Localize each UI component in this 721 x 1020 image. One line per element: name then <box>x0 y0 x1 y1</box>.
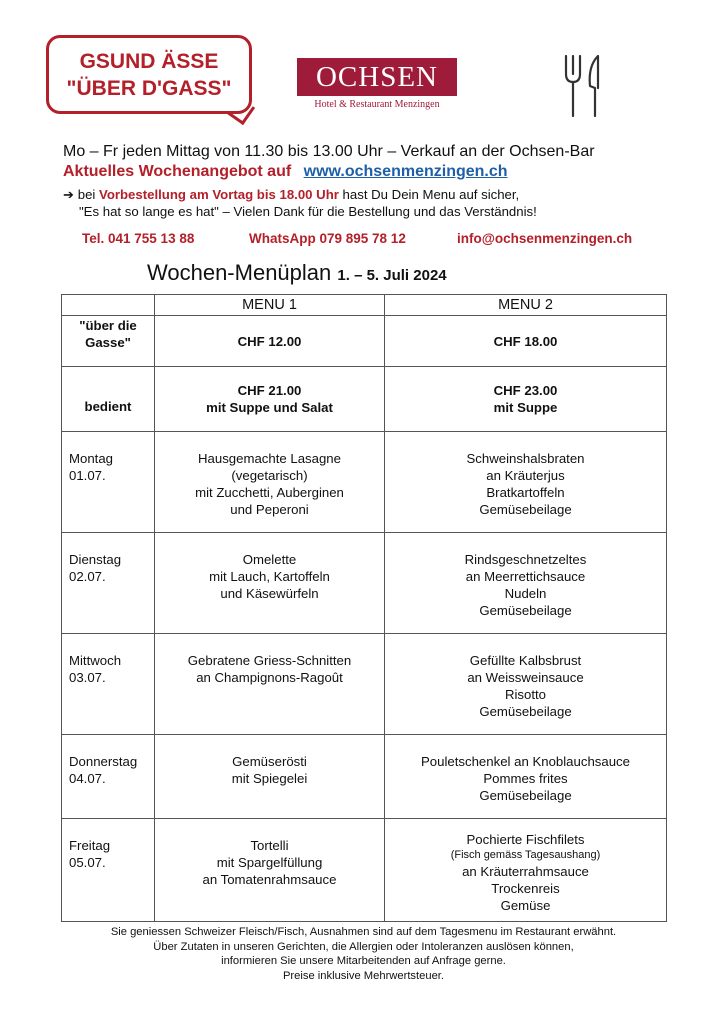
dish-line: Nudeln <box>504 586 547 601</box>
dish-line: Pommes frites <box>483 771 568 786</box>
dish-line: mit Lauch, Kartoffeln <box>209 569 330 584</box>
dish-line: Omelette <box>242 552 297 567</box>
day-row <box>62 735 667 819</box>
dish-line: Trockenreis <box>491 881 560 896</box>
gasse-price-menu1: CHF 12.00 <box>155 316 385 367</box>
header-empty-cell <box>62 295 155 316</box>
ochsen-logo-subtitle: Hotel & Restaurant Menzingen <box>314 99 440 110</box>
day-date: 02.07. <box>69 569 106 584</box>
bedient-price2: CHF 23.00 <box>493 383 558 398</box>
dish-line: Bratkartoffeln <box>486 485 565 500</box>
footer-line-3: informieren Sie unsere Mitarbeitenden auf Anfrage gerne. <box>221 955 506 968</box>
footer-line-1: Sie geniessen Schweizer Fleisch/Fisch, Ausnahmen sind auf dem Tagesmenu im Restaurant erwähnt. <box>110 926 617 938</box>
day-cell <box>62 735 155 819</box>
footer-line-4: Preise inklusive Mehrwertsteuer. <box>282 969 445 982</box>
footer-notes <box>61 925 666 983</box>
dish-line: an Kräuterrahmsauce <box>462 864 589 879</box>
bedient-price-menu1 <box>155 367 385 432</box>
dish-line: Rindsgeschnetzeltes <box>464 552 587 567</box>
gasse-label <box>62 316 155 367</box>
dish-line: an Kräuterjus <box>486 468 565 483</box>
day-date: 03.07. <box>69 670 106 685</box>
contact-phone[interactable]: Tel. 041 755 13 88 <box>82 231 195 246</box>
day-name: Mittwoch <box>69 653 122 668</box>
preorder-line <box>63 187 519 203</box>
website-link[interactable]: www.ochsenmenzingen.ch <box>303 163 508 180</box>
menu1-dish <box>155 735 385 819</box>
menu2-header: MENU 2 <box>385 295 667 316</box>
dish-line: an Champignons-Ragoût <box>196 670 343 685</box>
menu2-dish <box>385 819 667 922</box>
contact-whatsapp[interactable]: WhatsApp 079 895 78 12 <box>249 231 406 246</box>
weekly-offer-line <box>63 163 508 181</box>
ochsen-logo: OCHSEN <box>297 58 457 96</box>
day-cell <box>62 432 155 533</box>
day-name: Montag <box>69 451 113 466</box>
dish-line: Gemüserösti <box>232 754 307 769</box>
menu1-header: MENU 1 <box>155 295 385 316</box>
weekly-offer-text: Aktuelles Wochenangebot auf <box>63 163 292 180</box>
contact-email[interactable]: info@ochsenmenzingen.ch <box>457 231 633 246</box>
plan-title <box>147 260 447 286</box>
dish-line: an Tomatenrahmsauce <box>202 872 337 887</box>
dish-line: (vegetarisch) <box>231 468 308 483</box>
day-row <box>62 533 667 634</box>
gasse-label-line-1: "über die <box>79 318 137 333</box>
day-cell <box>62 819 155 922</box>
dish-line: mit Spargelfüllung <box>216 855 323 870</box>
preorder-prefix: bei <box>77 187 99 202</box>
badge-line-1: GSUND ÄSSE <box>79 50 219 73</box>
menu1-dish <box>155 819 385 922</box>
dish-line: Pochierte Fischfilets <box>466 832 585 847</box>
badge-line-2: "ÜBER D'GASS" <box>66 77 232 100</box>
gasse-label-line-2: Gasse" <box>85 335 131 350</box>
menu2-dish <box>385 735 667 819</box>
dish-line: mit Spiegelei <box>231 771 308 786</box>
day-name: Freitag <box>69 838 111 853</box>
dish-line: Hausgemachte Lasagne <box>198 451 341 466</box>
dish-line: Gebratene Griess-Schnitten <box>187 653 352 668</box>
bedient-price-menu2 <box>385 367 667 432</box>
plan-title-text: Wochen-Menüplan <box>147 260 332 285</box>
day-row <box>62 819 667 922</box>
dish-line: Risotto <box>504 687 547 702</box>
arrow-right-icon: ➔ <box>63 187 75 202</box>
day-name: Dienstag <box>69 552 122 567</box>
dish-line: Gemüsebeilage <box>479 502 572 517</box>
menu-table <box>61 294 667 922</box>
preorder-suffix: hast Du Dein Menu auf sicher, <box>338 187 520 202</box>
day-cell <box>62 533 155 634</box>
gsund-asse-badge <box>46 35 252 114</box>
day-row <box>62 432 667 533</box>
dish-line: Schweinshalsbraten <box>466 451 585 466</box>
bedient-price2-note: mit Suppe <box>493 400 558 415</box>
dish-line: Gemüsebeilage <box>479 704 572 719</box>
menu2-dish <box>385 533 667 634</box>
bedient-price1: CHF 21.00 <box>237 383 302 398</box>
dish-line: mit Zucchetti, Auberginen <box>195 485 344 500</box>
cutlery-icon <box>560 52 606 120</box>
menu1-dish <box>155 533 385 634</box>
dish-line: und Peperoni <box>230 502 309 517</box>
plan-dates: 1. – 5. Juli 2024 <box>337 267 447 284</box>
menu2-dish <box>385 634 667 735</box>
menu1-dish <box>155 634 385 735</box>
preorder-highlight: Vorbestellung am Vortag bis 18.00 Uhr <box>99 187 339 202</box>
dish-line: Tortelli <box>250 838 289 853</box>
dish-line: Gefüllte Kalbsbrust <box>469 653 582 668</box>
dish-line: und Käsewürfeln <box>220 586 319 601</box>
menu2-dish <box>385 432 667 533</box>
day-date: 04.07. <box>69 771 106 786</box>
dish-line: Pouletschenkel an Knoblauchsauce <box>421 754 630 769</box>
menu1-dish <box>155 432 385 533</box>
day-date: 05.07. <box>69 855 106 870</box>
table-header-row <box>62 295 667 316</box>
day-date: 01.07. <box>69 468 106 483</box>
day-name: Donnerstag <box>69 754 138 769</box>
price-row-gasse <box>62 316 667 367</box>
bedient-label: bedient <box>62 367 155 432</box>
price-row-bedient <box>62 367 667 432</box>
bedient-price1-note: mit Suppe und Salat <box>206 400 333 415</box>
gasse-price-menu2: CHF 18.00 <box>385 316 667 367</box>
opening-hours-line: Mo – Fr jeden Mittag von 11.30 bis 13.00 Uhr – Verkauf an der Ochsen-Bar <box>63 143 595 160</box>
footer-line-2: Über Zutaten in unseren Gerichten, die Allergien oder Intoleranzen auslösen können, <box>153 940 574 953</box>
dish-line: Gemüsebeilage <box>479 603 572 618</box>
dish-line: Gemüse <box>500 898 551 913</box>
dish-line: an Meerrettichsauce <box>465 569 586 584</box>
day-row <box>62 634 667 735</box>
dish-line: an Weissweinsauce <box>467 670 584 685</box>
day-cell <box>62 634 155 735</box>
dish-note: (Fisch gemäss Tagesaushang) <box>450 849 601 861</box>
thanks-line: "Es hat so lange es hat" – Vielen Dank für die Bestellung und das Verständnis! <box>79 204 537 219</box>
dish-line: Gemüsebeilage <box>479 788 572 803</box>
